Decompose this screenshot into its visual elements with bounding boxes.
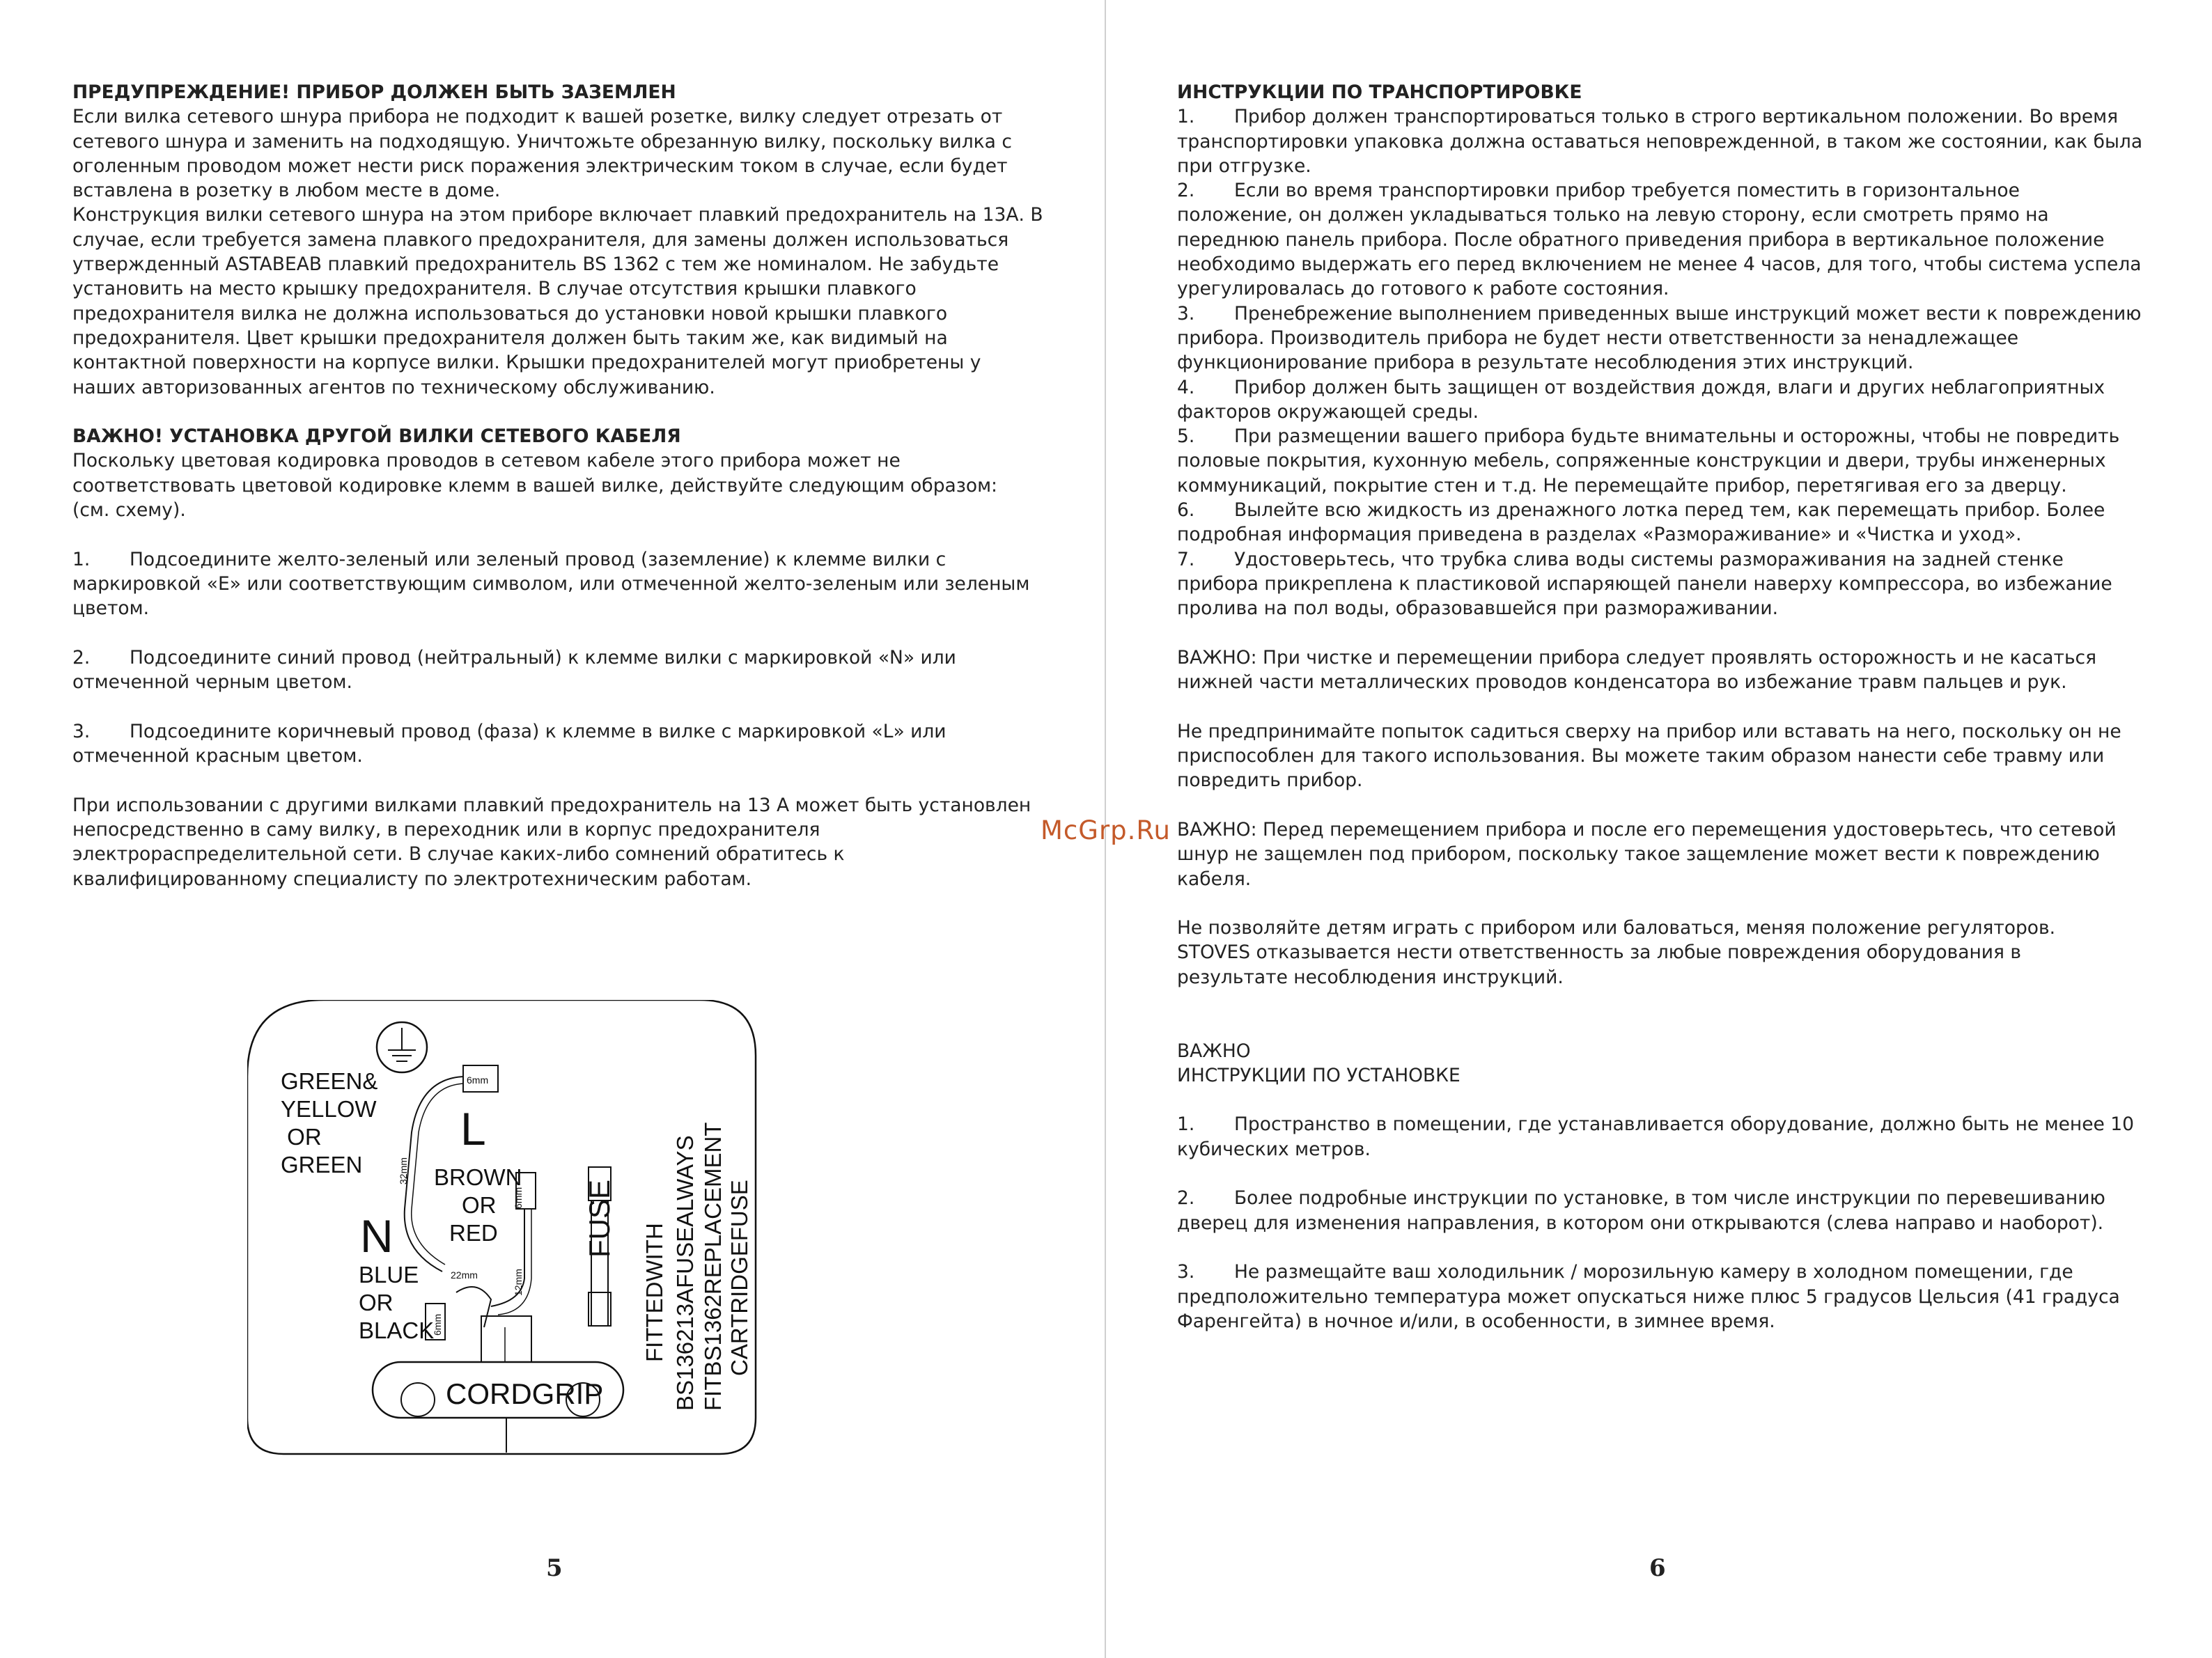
dim-12mm: 12mm <box>513 1269 524 1296</box>
earth-wire-label <box>281 1068 377 1178</box>
installation-step-2: 2. Более подробные инструкции по установке, в том числе инструкции по перевешиванию дверец для изменения направления, в котором они открываются (слева направо и наоборот). <box>1177 1187 2105 1234</box>
plug-replacement-intro: Поскольку цветовая кодировка проводов в сетевом кабеле этого прибора может не соответствовать цветовой кодировке клемм в вашей вилке, действуйте следующим образом: (см. схему). <box>72 450 997 522</box>
watermark: McGrp.Ru <box>1041 815 1171 845</box>
transport-heading: ИНСТРУКЦИИ ПО ТРАНСПОРТИРОВКЕ <box>1177 81 1582 103</box>
svg-text:FITBS1362REPLACEMENT: FITBS1362REPLACEMENT <box>700 1122 726 1411</box>
neutral-letter: N <box>360 1210 394 1262</box>
svg-text:CARTRIDGEFUSE: CARTRIDGEFUSE <box>726 1180 752 1376</box>
dim-6mm-earth: 6mm <box>467 1074 489 1086</box>
children-warning: Не позволяйте детям играть с прибором или баловаться, меняя положение регуляторов. STOVES отказывается нести ответственность за любые повреждения оборудования в результате несоблюдения инструкций. <box>1177 917 2056 988</box>
wiring-step-2: 2. Подсоедините синий провод (нейтральный) к клемме вилки с маркировкой «N» или отмеченной черным цветом. <box>72 646 956 694</box>
svg-text:YELLOW: YELLOW <box>281 1096 377 1122</box>
installation-step-1: 1. Пространство в помещении, где устанавливается оборудование, должно быть не менее 10 кубических метров. <box>1177 1113 2134 1160</box>
svg-text:GREEN&: GREEN& <box>281 1068 378 1094</box>
svg-text:FITTEDWITH: FITTEDWITH <box>641 1223 667 1362</box>
fuse-note-paragraph: При использовании с другими вилками плавкий предохранитель на 13 А может быть установлен непосредственно в саму вилку, в переходник или в корпус предохранителя электрораспределительной сети. В случае каких-либо сомнений обратитесь к квалифицированному специалисту по электротехническим работам. <box>72 794 1031 890</box>
plug-replacement-heading: ВАЖНО! УСТАНОВКА ДРУГОЙ ВИЛКИ СЕТЕВОГО КАБЕЛЯ <box>72 425 681 448</box>
left-page-number: 5 <box>546 1554 563 1582</box>
svg-text:GREEN: GREEN <box>281 1152 363 1178</box>
svg-text:OR: OR <box>359 1290 394 1315</box>
cordgrip-label: CORDGRIP <box>446 1377 604 1410</box>
live-letter: L <box>460 1103 486 1155</box>
svg-text:OR: OR <box>462 1192 497 1218</box>
wiring-step-1: 1. Подсоедините желто-зеленый или зеленый провод (заземление) к клемме вилки с маркировкой «Е» или соответствующим символом, или отмеченной желто-зеленым или зеленым цветом. <box>72 548 1030 620</box>
dim-32mm: 32mm <box>398 1157 409 1184</box>
wiring-step-3: 3. Подсоедините коричневый провод (фаза) к клемме в вилке с маркировкой «L» или отмеченной красным цветом. <box>72 720 947 767</box>
svg-text:OR: OR <box>281 1124 322 1150</box>
right-page-number: 6 <box>1649 1554 1666 1582</box>
installation-step-3: 3. Не размещайте ваш холодильник / морозильную камеру в холодном помещении, где предположительно температура может опускаться ниже плюс 5 градусов Цельсия (41 градуса Фаренгейта) в ночное и/или, в особенности, в зимнее время. <box>1177 1261 2120 1332</box>
dim-22mm: 22mm <box>451 1269 478 1281</box>
cleaning-warning: ВАЖНО: При чистке и перемещении прибора следует проявлять осторожность и не касаться нижней части металлических проводов конденсатора во избежание травм пальцев и рук. <box>1177 646 2097 694</box>
dim-6mm-live: 6mm <box>513 1187 524 1209</box>
cord-pinch-warning: ВАЖНО: Перед перемещением прибора и после его перемещения удостоверьтесь, что сетевой шнур не защемлен под прибором, поскольку такое защемление может вести к повреждению кабеля. <box>1177 818 2117 890</box>
neutral-wire-label <box>359 1262 434 1343</box>
svg-text:BROWN: BROWN <box>434 1164 522 1190</box>
svg-text:BS136213AFUSEALWAYS: BS136213AFUSEALWAYS <box>672 1135 698 1411</box>
neutral-wire <box>456 1287 491 1327</box>
no-sitting-warning: Не предпринимайте попыток садиться сверху на прибор или вставать на него, поскольку он не приспособлен для такого использования. Вы можете таким образом нанести себе травму или повредить прибор. <box>1177 720 2121 792</box>
installation-heading: ВАЖНО ИНСТРУКЦИИ ПО УСТАНОВКЕ <box>1177 1040 1461 1086</box>
left-page <box>72 80 1047 891</box>
svg-text:BLUE: BLUE <box>359 1262 419 1288</box>
live-wire-label <box>434 1164 522 1246</box>
right-page <box>1177 80 2152 1334</box>
fuse-label: FUSE <box>583 1179 616 1258</box>
svg-text:RED: RED <box>449 1220 498 1246</box>
svg-text:BLACK: BLACK <box>359 1317 435 1343</box>
fuse-instruction-note <box>641 1123 752 1411</box>
grounding-warning-text: Если вилка сетевого шнура прибора не подходит к вашей розетке, вилку следует отрезать от сетевого шнура и заменить на подходящую. Уничтожьте обрезанную вилку, поскольку вилка с оголенным проводом может нести риск поражения электрическим током в случае, если будет вставлена в розетку в любом месте в доме. Конструкция вилки сетевого шнура на этом приборе включает плавкий предохранитель на 13А. В случае, если требуется замена плавкого предохранителя, для замены должен использоваться утвержденный ASTABEAB плавкий предохранитель BS 1362 с тем же номиналом. Не забудьте установить на место крышку предохранителя. В случае отсутствия крышки плавкого предохранителя вилка не должна использоваться до установки новой крышки плавкого предохранителя. Цвет крышки предохранителя должен быть таким же, как видимый на контактной поверхности на корпусе вилки. Крышки предохранителей могут приобретены у наших авторизованных агентов по техническому обслуживанию. <box>72 106 1043 398</box>
earth-symbol-icon <box>377 1022 427 1072</box>
grounding-warning-heading: ПРЕДУПРЕЖДЕНИЕ! ПРИБОР ДОЛЖЕН БЫТЬ ЗАЗЕМЛЕН <box>72 81 676 103</box>
transport-instructions: 1. Прибор должен транспортироваться только в строго вертикальном положении. Во время транспортировки упаковка должна оставаться неповрежденной, в таком же состоянии, как была при отгрузке. 2. Если во время транспортировки прибор требуется поместить в горизонтальное положение, он должен укладываться только на левую сторону, если смотреть прямо на переднюю панель прибора. После обратного приведения прибора в вертикальное положение необходимо выдержать его перед включением не менее 4 часов, для того, чтобы система успела урегулировалась до готового к работе состояния. 3. Пренебрежение выполнением приведенных выше инструкций может вести к повреждению прибора. Производитель прибора не будет нести ответственности за ненадлежащее функционирование прибора в результате несоблюдения этих инструкций. 4. Прибор должен быть защищен от воздействия дождя, влаги и других неблагоприятных факторов окружающей среды. 5. При размещении вашего прибора будьте внимательны и осторожны, чтобы не повредить половые покрытия, кухонную мебель, сопряженные конструкции и двери, трубы инженерных коммуникаций, покрытие стен и т.д. Не перемещайте прибор, перетягивая его за дверцу. 6. Вылейте всю жидкость из дренажного лотка перед тем, как перемещать прибор. Более подробная информация приведена в разделах «Размораживание» и «Чистка и уход». 7. Удостоверьтесь, что трубка слива воды системы размораживания на задней стенке прибора прикреплена к пластиковой испаряющей панели наверху компрессора, во избежание пролива на пол воды, образовавшейся при размораживании. <box>1177 106 2143 620</box>
plug-wiring-diagram <box>247 1000 777 1460</box>
dim-6mm-neutral: 6mm <box>432 1313 443 1336</box>
